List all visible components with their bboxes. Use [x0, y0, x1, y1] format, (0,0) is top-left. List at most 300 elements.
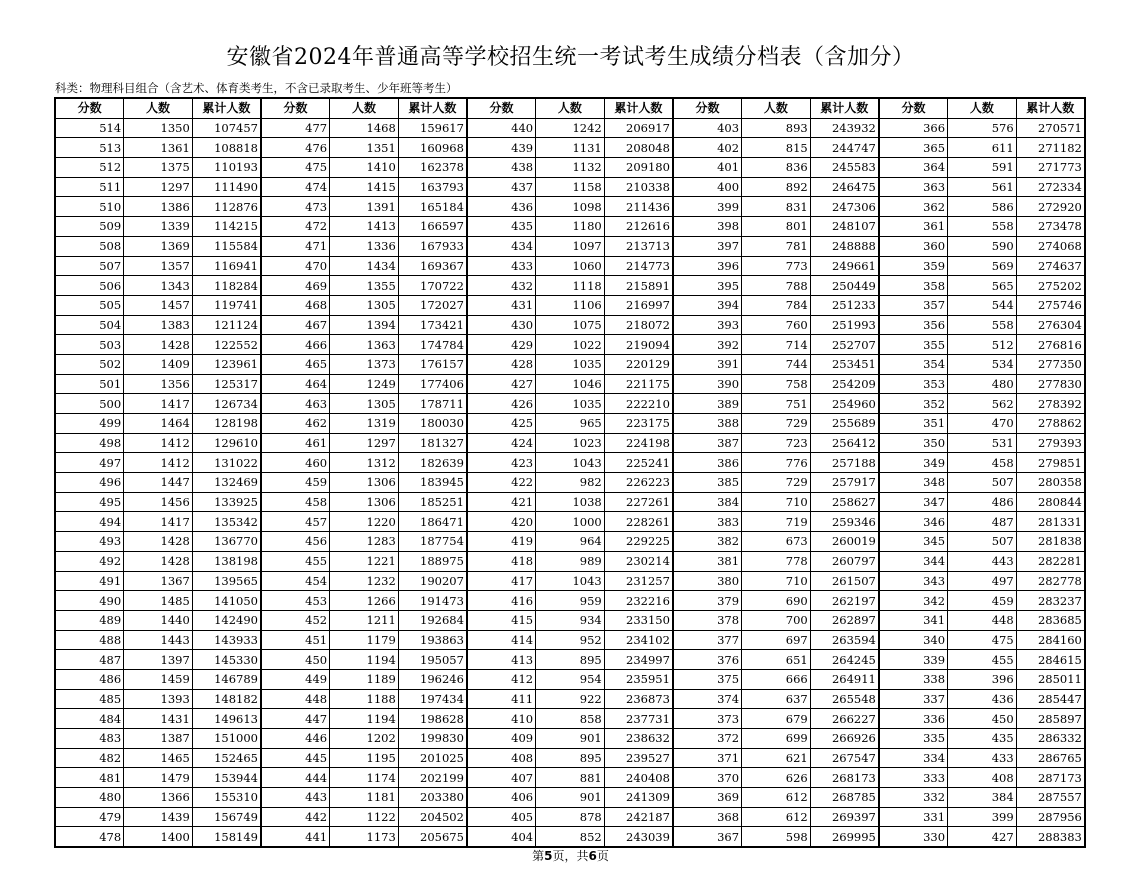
score-cell: 398: [673, 217, 742, 237]
cumulative-cell: 288383: [1016, 827, 1085, 847]
cumulative-cell: 224198: [604, 433, 673, 453]
score-cell: 468: [261, 295, 330, 315]
score-cell: 411: [467, 689, 536, 709]
cumulative-cell: 211436: [604, 197, 673, 217]
cumulative-cell: 234997: [604, 650, 673, 670]
table-row: [55, 354, 1085, 374]
score-cell: 343: [879, 571, 948, 591]
cumulative-cell: 280358: [1016, 473, 1085, 493]
count-cell: 1393: [124, 689, 193, 709]
score-cell: 395: [673, 276, 742, 296]
score-cell: 441: [261, 827, 330, 847]
count-cell: 1375: [124, 158, 193, 178]
score-cell: 340: [879, 630, 948, 650]
count-cell: 590: [948, 236, 1017, 256]
cumulative-cell: 231257: [604, 571, 673, 591]
cumulative-cell: 252707: [810, 335, 879, 355]
cumulative-cell: 251993: [810, 315, 879, 335]
score-cell: 455: [261, 551, 330, 571]
count-cell: 448: [948, 610, 1017, 630]
cumulative-cell: 233150: [604, 610, 673, 630]
count-cell: 384: [948, 788, 1017, 808]
cumulative-cell: 283237: [1016, 591, 1085, 611]
score-cell: 333: [879, 768, 948, 788]
count-cell: 558: [948, 315, 1017, 335]
count-cell: 699: [742, 729, 811, 749]
count-cell: 1459: [124, 669, 193, 689]
count-cell: 1350: [124, 118, 193, 138]
cumulative-cell: 221175: [604, 374, 673, 394]
count-cell: 1413: [330, 217, 399, 237]
column-header: 累计人数: [398, 98, 467, 118]
count-cell: 1312: [330, 453, 399, 473]
score-cell: 371: [673, 748, 742, 768]
count-cell: 1060: [536, 256, 605, 276]
cumulative-cell: 210338: [604, 177, 673, 197]
score-cell: 458: [261, 492, 330, 512]
column-header: 分数: [467, 98, 536, 118]
score-cell: 433: [467, 256, 536, 276]
count-cell: 1179: [330, 630, 399, 650]
score-cell: 421: [467, 492, 536, 512]
count-cell: 729: [742, 414, 811, 434]
cumulative-cell: 146789: [192, 669, 261, 689]
cumulative-cell: 287173: [1016, 768, 1085, 788]
table-row: [55, 374, 1085, 394]
cumulative-cell: 214773: [604, 256, 673, 276]
score-cell: 364: [879, 158, 948, 178]
score-cell: 448: [261, 689, 330, 709]
score-cell: 477: [261, 118, 330, 138]
count-cell: 1181: [330, 788, 399, 808]
cumulative-cell: 232216: [604, 591, 673, 611]
score-distribution-table: [54, 97, 1086, 848]
column-header: 人数: [124, 98, 193, 118]
cumulative-cell: 196246: [398, 669, 467, 689]
count-cell: 507: [948, 473, 1017, 493]
count-cell: 433: [948, 748, 1017, 768]
count-cell: 507: [948, 532, 1017, 552]
count-cell: 1415: [330, 177, 399, 197]
cumulative-cell: 254209: [810, 374, 879, 394]
cumulative-cell: 160968: [398, 138, 467, 158]
count-cell: 666: [742, 669, 811, 689]
count-cell: 576: [948, 118, 1017, 138]
table-row: [55, 748, 1085, 768]
count-cell: 1131: [536, 138, 605, 158]
count-cell: 758: [742, 374, 811, 394]
cumulative-cell: 237731: [604, 709, 673, 729]
table-row: [55, 650, 1085, 670]
score-cell: 341: [879, 610, 948, 630]
cumulative-cell: 279851: [1016, 453, 1085, 473]
cumulative-cell: 206917: [604, 118, 673, 138]
cumulative-cell: 116941: [192, 256, 261, 276]
cumulative-cell: 266227: [810, 709, 879, 729]
score-cell: 446: [261, 729, 330, 749]
count-cell: 435: [948, 729, 1017, 749]
count-cell: 459: [948, 591, 1017, 611]
score-cell: 512: [55, 158, 124, 178]
cumulative-cell: 170722: [398, 276, 467, 296]
table-row: [55, 433, 1085, 453]
count-cell: 1174: [330, 768, 399, 788]
cumulative-cell: 215891: [604, 276, 673, 296]
count-cell: 778: [742, 551, 811, 571]
cumulative-cell: 287956: [1016, 807, 1085, 827]
count-cell: 1351: [330, 138, 399, 158]
cumulative-cell: 239527: [604, 748, 673, 768]
cumulative-cell: 248107: [810, 217, 879, 237]
score-cell: 496: [55, 473, 124, 493]
score-cell: 459: [261, 473, 330, 493]
count-cell: 1400: [124, 827, 193, 847]
score-cell: 513: [55, 138, 124, 158]
count-cell: 1173: [330, 827, 399, 847]
table-row: [55, 512, 1085, 532]
cumulative-cell: 285011: [1016, 669, 1085, 689]
score-cell: 350: [879, 433, 948, 453]
cumulative-cell: 229225: [604, 532, 673, 552]
count-cell: 1336: [330, 236, 399, 256]
count-cell: 470: [948, 414, 1017, 434]
count-cell: 1194: [330, 709, 399, 729]
cumulative-cell: 126734: [192, 394, 261, 414]
score-cell: 453: [261, 591, 330, 611]
count-cell: 697: [742, 630, 811, 650]
count-cell: 710: [742, 492, 811, 512]
score-cell: 367: [673, 827, 742, 847]
count-cell: 881: [536, 768, 605, 788]
score-cell: 487: [55, 650, 124, 670]
count-cell: 458: [948, 453, 1017, 473]
cumulative-cell: 177406: [398, 374, 467, 394]
score-cell: 418: [467, 551, 536, 571]
cumulative-cell: 212616: [604, 217, 673, 237]
footer-prefix: 第: [532, 849, 545, 863]
cumulative-cell: 197434: [398, 689, 467, 709]
count-cell: 612: [742, 807, 811, 827]
cumulative-cell: 246475: [810, 177, 879, 197]
table-row: [55, 729, 1085, 749]
cumulative-cell: 272920: [1016, 197, 1085, 217]
count-cell: 1075: [536, 315, 605, 335]
score-cell: 351: [879, 414, 948, 434]
count-cell: 486: [948, 492, 1017, 512]
score-cell: 449: [261, 669, 330, 689]
score-cell: 405: [467, 807, 536, 827]
count-cell: 1367: [124, 571, 193, 591]
cumulative-cell: 274637: [1016, 256, 1085, 276]
cumulative-cell: 110193: [192, 158, 261, 178]
count-cell: 1211: [330, 610, 399, 630]
cumulative-cell: 243932: [810, 118, 879, 138]
score-cell: 450: [261, 650, 330, 670]
cumulative-cell: 152465: [192, 748, 261, 768]
count-cell: 598: [742, 827, 811, 847]
score-cell: 413: [467, 650, 536, 670]
score-cell: 406: [467, 788, 536, 808]
count-cell: 952: [536, 630, 605, 650]
count-cell: 1457: [124, 295, 193, 315]
score-cell: 365: [879, 138, 948, 158]
count-cell: 487: [948, 512, 1017, 532]
score-cell: 414: [467, 630, 536, 650]
column-header: 人数: [948, 98, 1017, 118]
score-cell: 509: [55, 217, 124, 237]
count-cell: 1391: [330, 197, 399, 217]
score-cell: 490: [55, 591, 124, 611]
score-cell: 489: [55, 610, 124, 630]
score-cell: 444: [261, 768, 330, 788]
cumulative-cell: 250449: [810, 276, 879, 296]
score-cell: 474: [261, 177, 330, 197]
count-cell: 1297: [124, 177, 193, 197]
cumulative-cell: 245583: [810, 158, 879, 178]
count-cell: 1479: [124, 768, 193, 788]
table-row: [55, 217, 1085, 237]
score-cell: 510: [55, 197, 124, 217]
count-cell: 512: [948, 335, 1017, 355]
count-cell: 673: [742, 532, 811, 552]
count-cell: 1485: [124, 591, 193, 611]
count-cell: 651: [742, 650, 811, 670]
score-cell: 369: [673, 788, 742, 808]
footer-suffix: 页: [596, 849, 609, 863]
table-row: [55, 807, 1085, 827]
score-cell: 415: [467, 610, 536, 630]
cumulative-cell: 236873: [604, 689, 673, 709]
count-cell: 1106: [536, 295, 605, 315]
cumulative-cell: 278862: [1016, 414, 1085, 434]
score-cell: 463: [261, 394, 330, 414]
cumulative-cell: 131022: [192, 453, 261, 473]
score-cell: 388: [673, 414, 742, 434]
cumulative-cell: 155310: [192, 788, 261, 808]
cumulative-cell: 280844: [1016, 492, 1085, 512]
current-page-number: 5: [544, 849, 553, 863]
count-cell: 751: [742, 394, 811, 414]
score-cell: 331: [879, 807, 948, 827]
count-cell: 1098: [536, 197, 605, 217]
cumulative-cell: 256412: [810, 433, 879, 453]
score-cell: 338: [879, 669, 948, 689]
cumulative-cell: 227261: [604, 492, 673, 512]
score-cell: 452: [261, 610, 330, 630]
score-cell: 488: [55, 630, 124, 650]
count-cell: 1266: [330, 591, 399, 611]
cumulative-cell: 230214: [604, 551, 673, 571]
count-cell: 1306: [330, 473, 399, 493]
score-cell: 501: [55, 374, 124, 394]
count-cell: 408: [948, 768, 1017, 788]
cumulative-cell: 226223: [604, 473, 673, 493]
score-cell: 422: [467, 473, 536, 493]
score-cell: 396: [673, 256, 742, 276]
count-cell: 729: [742, 473, 811, 493]
table-row: [55, 571, 1085, 591]
count-cell: 901: [536, 729, 605, 749]
count-cell: 723: [742, 433, 811, 453]
cumulative-cell: 132469: [192, 473, 261, 493]
cumulative-cell: 114215: [192, 217, 261, 237]
cumulative-cell: 260019: [810, 532, 879, 552]
cumulative-cell: 192684: [398, 610, 467, 630]
count-cell: 1242: [536, 118, 605, 138]
cumulative-cell: 205675: [398, 827, 467, 847]
score-cell: 345: [879, 532, 948, 552]
score-cell: 336: [879, 709, 948, 729]
score-cell: 500: [55, 394, 124, 414]
count-cell: 679: [742, 709, 811, 729]
cumulative-cell: 148182: [192, 689, 261, 709]
count-cell: 1122: [330, 807, 399, 827]
cumulative-cell: 255689: [810, 414, 879, 434]
count-cell: 1022: [536, 335, 605, 355]
count-cell: 760: [742, 315, 811, 335]
count-cell: 475: [948, 630, 1017, 650]
count-cell: 1132: [536, 158, 605, 178]
score-cell: 457: [261, 512, 330, 532]
cumulative-cell: 195057: [398, 650, 467, 670]
cumulative-cell: 115584: [192, 236, 261, 256]
score-cell: 480: [55, 788, 124, 808]
cumulative-cell: 284615: [1016, 650, 1085, 670]
score-cell: 370: [673, 768, 742, 788]
count-cell: 1428: [124, 335, 193, 355]
score-cell: 497: [55, 453, 124, 473]
score-cell: 342: [879, 591, 948, 611]
cumulative-cell: 285897: [1016, 709, 1085, 729]
count-cell: 1297: [330, 433, 399, 453]
score-cell: 476: [261, 138, 330, 158]
total-page-number: 6: [588, 849, 597, 863]
count-cell: 621: [742, 748, 811, 768]
cumulative-cell: 220129: [604, 354, 673, 374]
table-row: [55, 669, 1085, 689]
cumulative-cell: 213713: [604, 236, 673, 256]
score-cell: 484: [55, 709, 124, 729]
cumulative-cell: 174784: [398, 335, 467, 355]
score-cell: 358: [879, 276, 948, 296]
count-cell: 893: [742, 118, 811, 138]
cumulative-cell: 142490: [192, 610, 261, 630]
cumulative-cell: 216997: [604, 295, 673, 315]
cumulative-cell: 185251: [398, 492, 467, 512]
cumulative-cell: 235951: [604, 669, 673, 689]
count-cell: 1366: [124, 788, 193, 808]
score-cell: 492: [55, 551, 124, 571]
count-cell: 544: [948, 295, 1017, 315]
score-cell: 407: [467, 768, 536, 788]
score-cell: 472: [261, 217, 330, 237]
score-cell: 385: [673, 473, 742, 493]
cumulative-cell: 178711: [398, 394, 467, 414]
cumulative-cell: 141050: [192, 591, 261, 611]
cumulative-cell: 225241: [604, 453, 673, 473]
score-cell: 408: [467, 748, 536, 768]
cumulative-cell: 139565: [192, 571, 261, 591]
cumulative-cell: 253451: [810, 354, 879, 374]
column-header: 分数: [261, 98, 330, 118]
count-cell: 436: [948, 689, 1017, 709]
cumulative-cell: 153944: [192, 768, 261, 788]
column-header: 人数: [536, 98, 605, 118]
score-cell: 375: [673, 669, 742, 689]
column-header: 人数: [330, 98, 399, 118]
score-cell: 435: [467, 217, 536, 237]
score-cell: 402: [673, 138, 742, 158]
cumulative-cell: 145330: [192, 650, 261, 670]
count-cell: 1046: [536, 374, 605, 394]
table-row: [55, 551, 1085, 571]
cumulative-cell: 121124: [192, 315, 261, 335]
score-cell: 428: [467, 354, 536, 374]
count-cell: 1043: [536, 453, 605, 473]
count-cell: 1410: [330, 158, 399, 178]
cumulative-cell: 243039: [604, 827, 673, 847]
score-cell: 504: [55, 315, 124, 335]
count-cell: 1158: [536, 177, 605, 197]
cumulative-cell: 122552: [192, 335, 261, 355]
count-cell: 788: [742, 276, 811, 296]
cumulative-cell: 248888: [810, 236, 879, 256]
score-cell: 394: [673, 295, 742, 315]
count-cell: 714: [742, 335, 811, 355]
score-cell: 349: [879, 453, 948, 473]
score-cell: 389: [673, 394, 742, 414]
cumulative-cell: 274068: [1016, 236, 1085, 256]
cumulative-cell: 259346: [810, 512, 879, 532]
cumulative-cell: 159617: [398, 118, 467, 138]
count-cell: 1464: [124, 414, 193, 434]
table-row: [55, 453, 1085, 473]
count-cell: 561: [948, 177, 1017, 197]
table-header-row: [55, 98, 1085, 118]
count-cell: 1443: [124, 630, 193, 650]
score-cell: 482: [55, 748, 124, 768]
count-cell: 781: [742, 236, 811, 256]
column-header: 累计人数: [1016, 98, 1085, 118]
count-cell: 1465: [124, 748, 193, 768]
count-cell: 1305: [330, 295, 399, 315]
cumulative-cell: 264911: [810, 669, 879, 689]
score-cell: 493: [55, 532, 124, 552]
score-cell: 380: [673, 571, 742, 591]
cumulative-cell: 261507: [810, 571, 879, 591]
table-row: [55, 276, 1085, 296]
score-cell: 438: [467, 158, 536, 178]
cumulative-cell: 158149: [192, 827, 261, 847]
count-cell: 569: [948, 256, 1017, 276]
cumulative-cell: 149613: [192, 709, 261, 729]
cumulative-cell: 133925: [192, 492, 261, 512]
score-cell: 443: [261, 788, 330, 808]
score-cell: 427: [467, 374, 536, 394]
category-note: 科类：物理科目组合（含艺术、体育类考生，不含已录取考生、少年班等考生）: [55, 81, 458, 95]
count-cell: 1305: [330, 394, 399, 414]
table-row: [55, 118, 1085, 138]
table-row: [55, 532, 1085, 552]
cumulative-cell: 165184: [398, 197, 467, 217]
count-cell: 1386: [124, 197, 193, 217]
table-row: [55, 335, 1085, 355]
cumulative-cell: 257917: [810, 473, 879, 493]
score-cell: 384: [673, 492, 742, 512]
cumulative-cell: 282281: [1016, 551, 1085, 571]
score-cell: 485: [55, 689, 124, 709]
cumulative-cell: 279393: [1016, 433, 1085, 453]
